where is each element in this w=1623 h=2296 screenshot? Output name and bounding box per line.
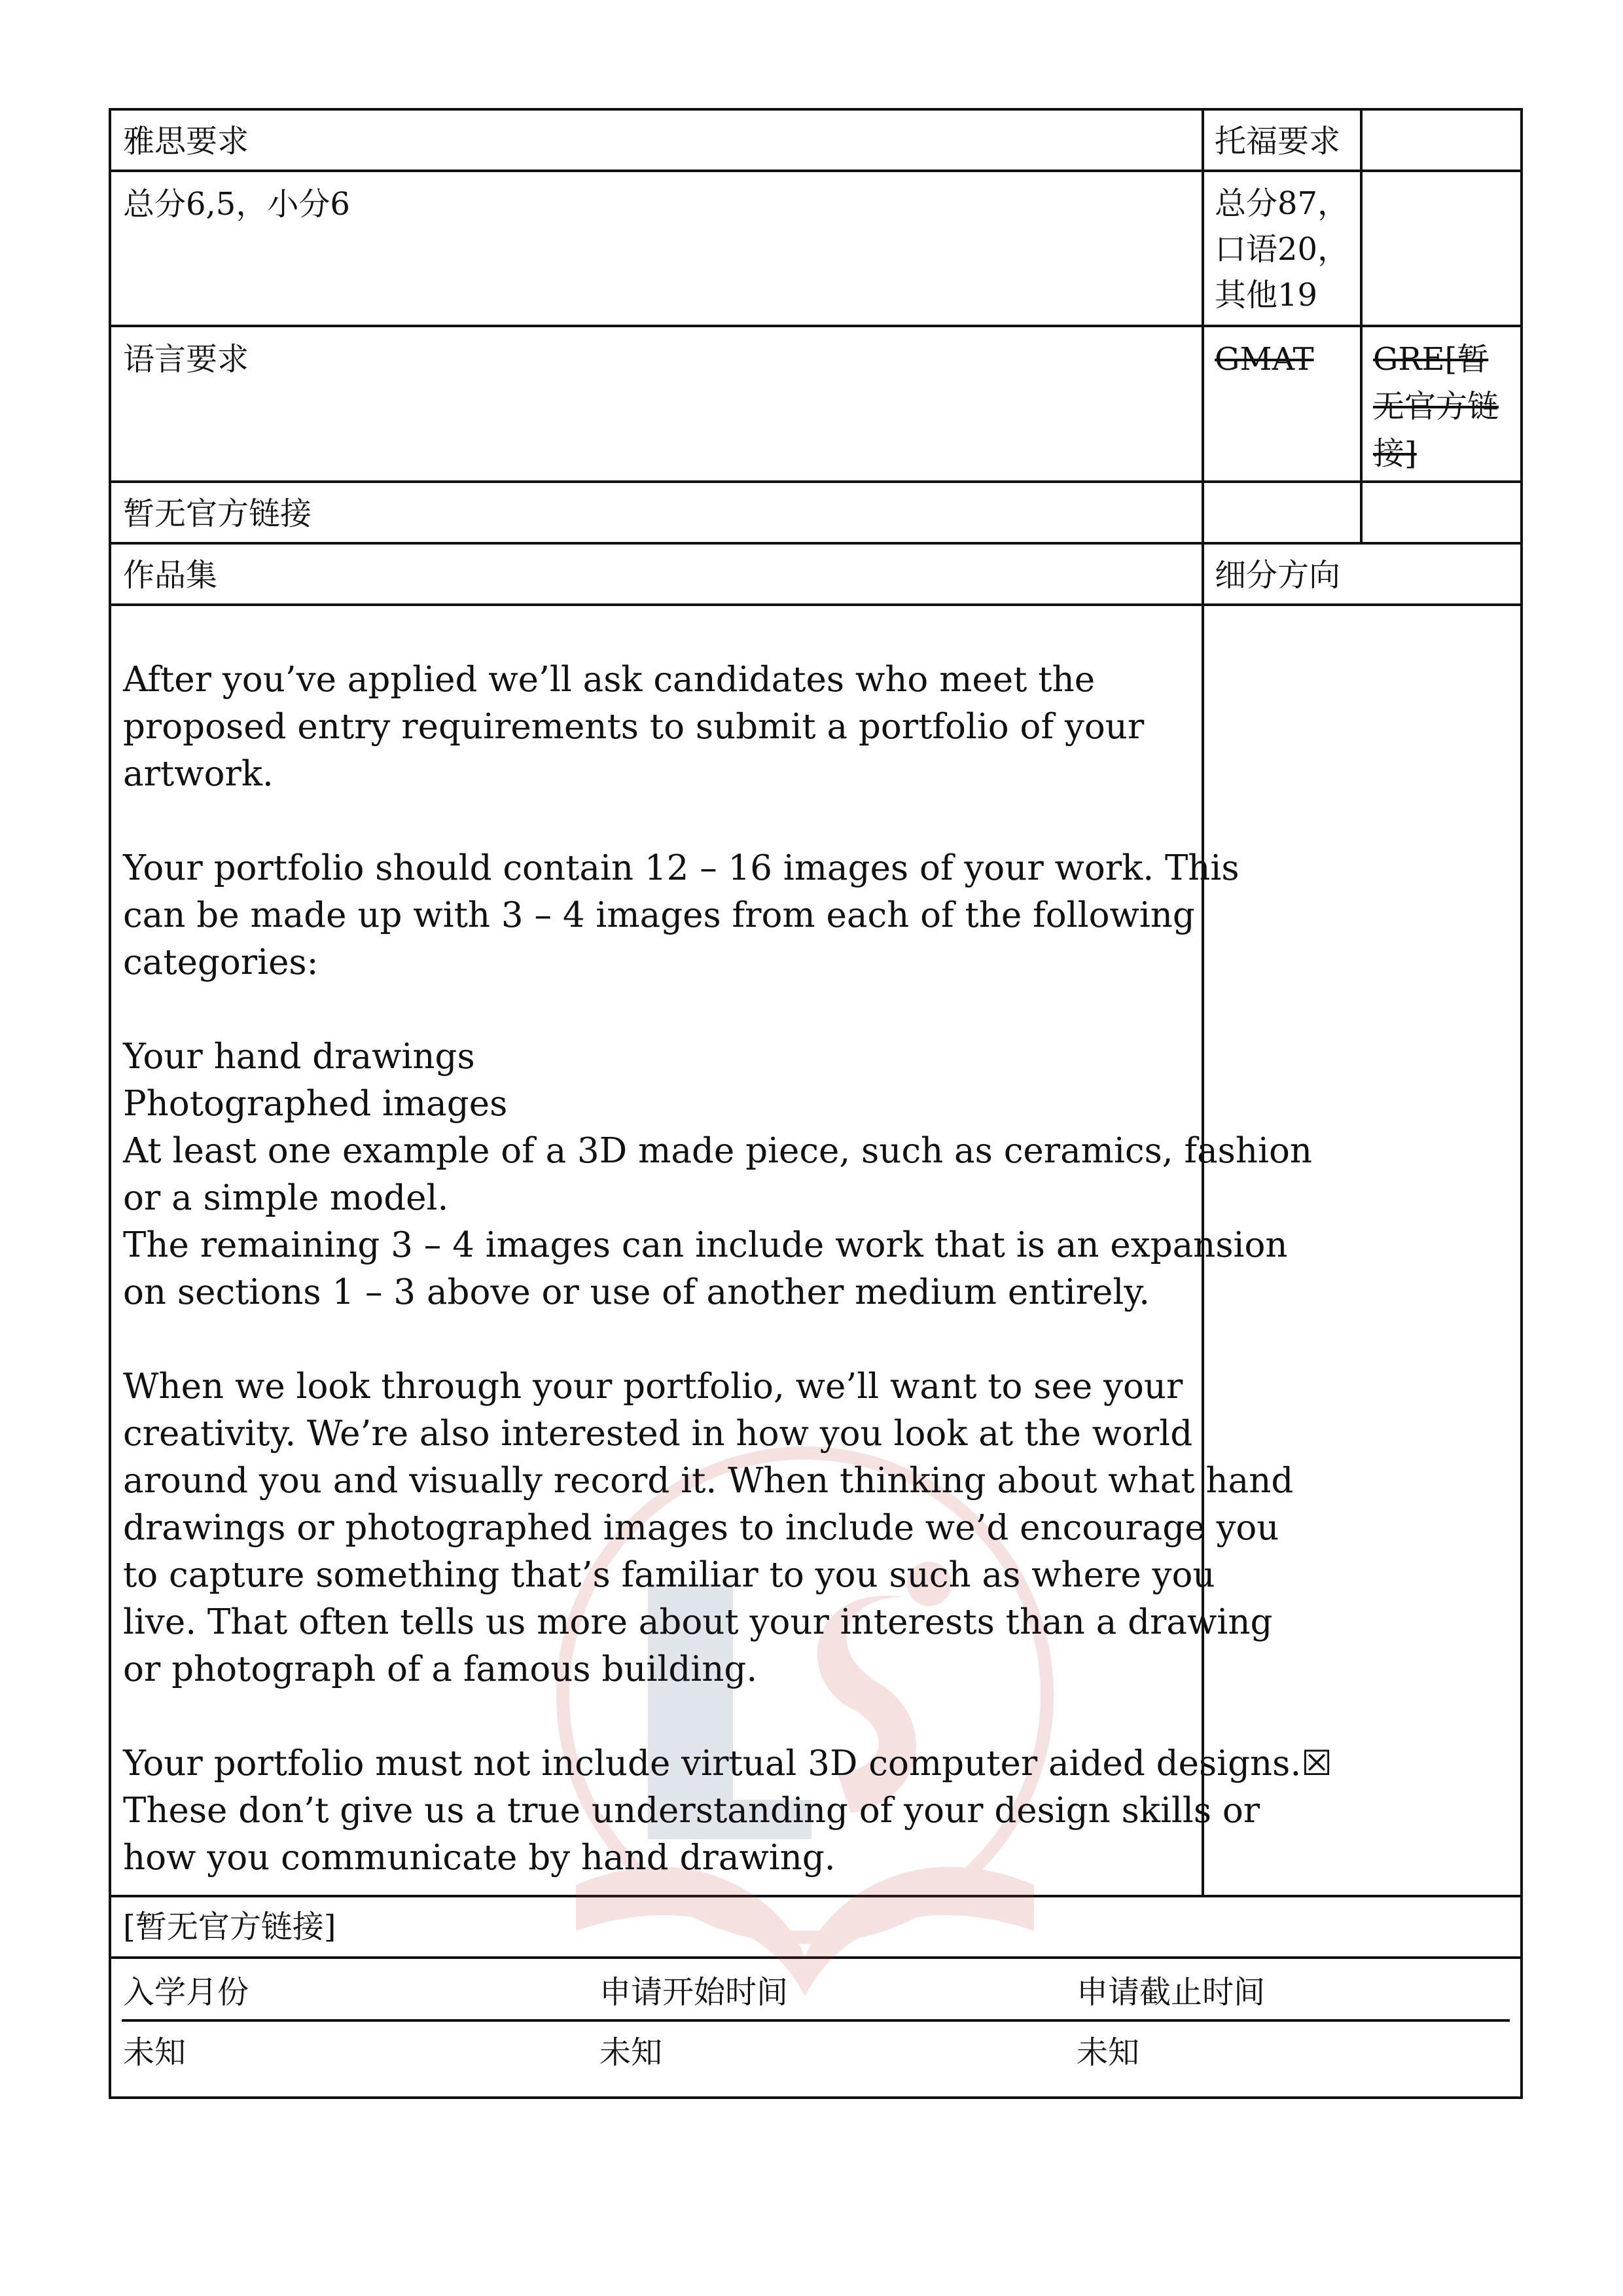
portfolio-link: [暂无官方链接] [123, 1909, 336, 1945]
application-start-value: 未知 [599, 2034, 663, 2071]
portfolio-description: After you’ve applied we’ll ask candidates who meet the proposed entry requirements to submit a portfolio of your artwork. Your portfolio should contain 12 – 16 images of your work. This can be made up with 3 – 4 images from each of the following categories: Your hand drawings Photographed images At least one example of a 3D made piece, such as ceramics, fashion or a simple model. The remaining 3 – 4 images can include work that is an expansion on sections 1 – 3 above or use of another medium entirely. When we look through your portfolio, we’ll want to see your creativity. We’re also interested in how you look at the world around you and visually record it. When thinking about what hand drawings or photographed images to include we’d encourage you to capture something that’s familiar to you such as where you live. That often tells us more about your interests than a drawing or photograph of a famous building. Your portfolio must not include virtual 3D computer aided designs.☒ These don’t give us a true understanding of your design skills or how you communicate by hand drawing. [123, 660, 1332, 1878]
row-divider [109, 325, 1523, 327]
column-divider [1360, 108, 1363, 545]
intake-month-label: 入学月份 [123, 1974, 249, 2011]
row-divider [109, 170, 1523, 172]
application-deadline-label: 申请截止时间 [1077, 1974, 1266, 2011]
toefl-value: 总分87， 口语20， 其他19 [1215, 185, 1349, 314]
column-divider [1202, 108, 1204, 588]
row-divider [109, 1956, 1523, 1959]
toefl-label: 托福要求 [1215, 123, 1341, 160]
portfolio-label: 作品集 [123, 557, 218, 594]
ielts-label: 雅思要求 [123, 123, 249, 160]
no-official-link: 暂无官方链接 [123, 495, 312, 532]
dates-header-divider [122, 2019, 1510, 2022]
application-start-label: 申请开始时间 [599, 1974, 789, 2011]
gmat-label: GMAT [1215, 341, 1314, 378]
intake-month-value: 未知 [123, 2034, 187, 2071]
row-divider [109, 542, 1523, 545]
ielts-value: 总分6,5，小分6 [123, 186, 350, 223]
gre-label: GRE[暂 无官方链 接] [1373, 341, 1499, 472]
direction-label: 细分方向 [1215, 557, 1341, 594]
row-divider [109, 480, 1523, 483]
row-divider [109, 1895, 1523, 1897]
language-label: 语言要求 [123, 341, 249, 378]
row-divider [109, 603, 1523, 606]
application-deadline-value: 未知 [1077, 2034, 1140, 2071]
